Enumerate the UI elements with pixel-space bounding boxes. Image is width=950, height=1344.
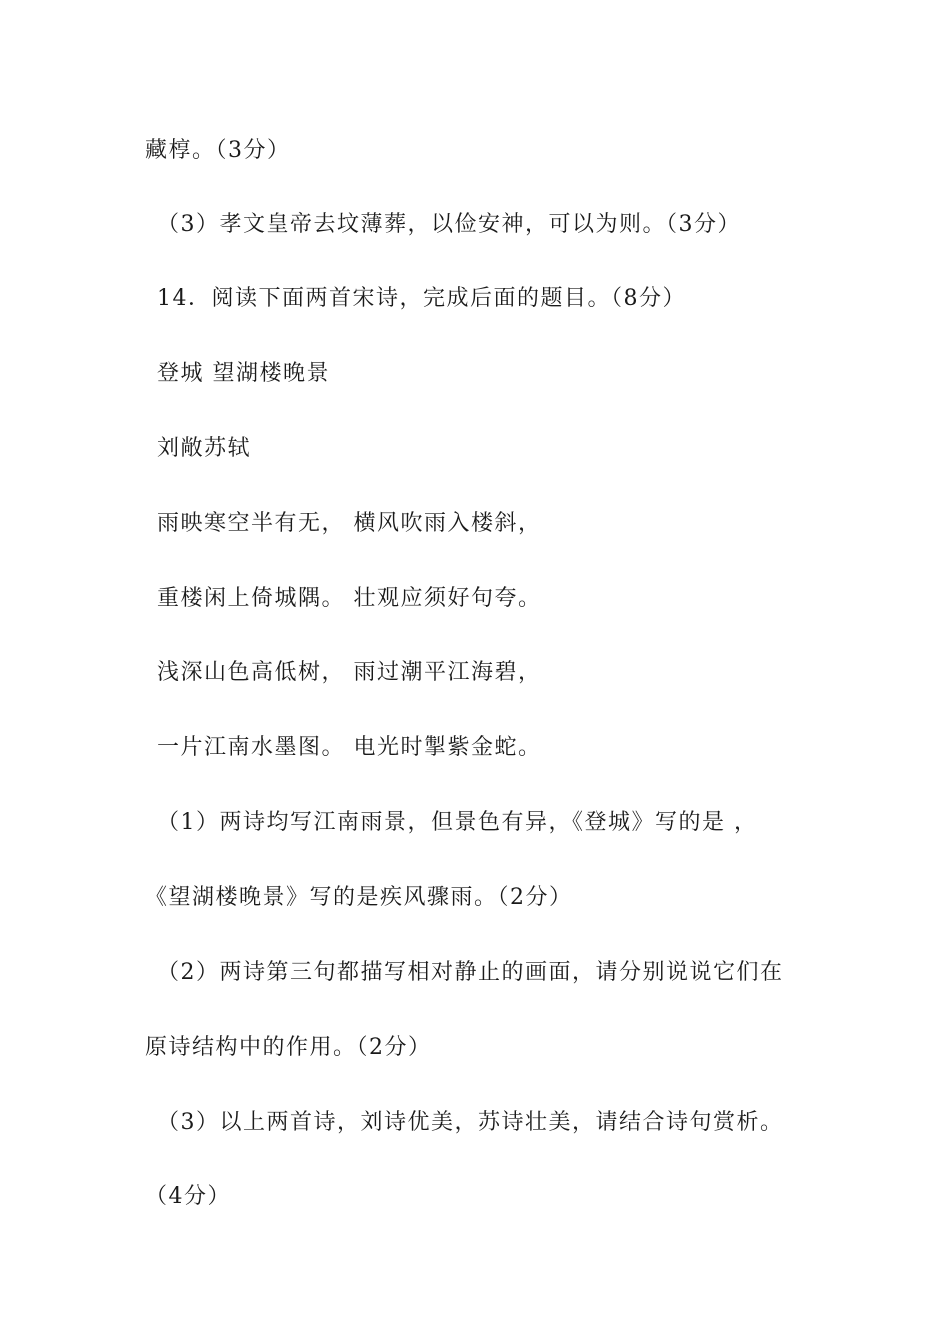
sub-question-2: （2）两诗第三句都描写相对静止的画面，请分别说说它们在 bbox=[157, 960, 784, 985]
poem-line-4: 一片江南水墨图。 电光时掣紫金蛇。 bbox=[157, 735, 542, 760]
poem-titles: 登城 望湖楼晚景 bbox=[157, 361, 330, 386]
text-line-2: （3）孝文皇帝去坟薄葬，以俭安神，可以为则。（3分） bbox=[157, 212, 741, 237]
sub-question-3: （3）以上两首诗，刘诗优美，苏诗壮美，请结合诗句赏析。 bbox=[157, 1110, 784, 1135]
text-line-1: 藏椁。（3分） bbox=[145, 138, 291, 163]
question-14-heading: 14．阅读下面两首宋诗，完成后面的题目。（8分） bbox=[157, 286, 686, 311]
poem-line-1: 雨映寒空半有无， 横风吹雨入楼斜， bbox=[157, 511, 542, 536]
sub-question-1: （1）两诗均写江南雨景，但景色有异，《登城》写的是 ， bbox=[157, 810, 758, 835]
sub-question-3-cont: （4分） bbox=[145, 1184, 231, 1209]
poem-line-3: 浅深山色高低树， 雨过潮平江海碧， bbox=[157, 660, 542, 685]
sub-question-1-cont: 《望湖楼晚景》写的是疾风骤雨。（2分） bbox=[145, 885, 573, 910]
poem-line-2: 重楼闲上倚城隅。 壮观应须好句夸。 bbox=[157, 586, 542, 611]
poem-authors: 刘敞苏轼 bbox=[157, 436, 252, 461]
sub-question-2-cont: 原诗结构中的作用。（2分） bbox=[145, 1035, 432, 1060]
